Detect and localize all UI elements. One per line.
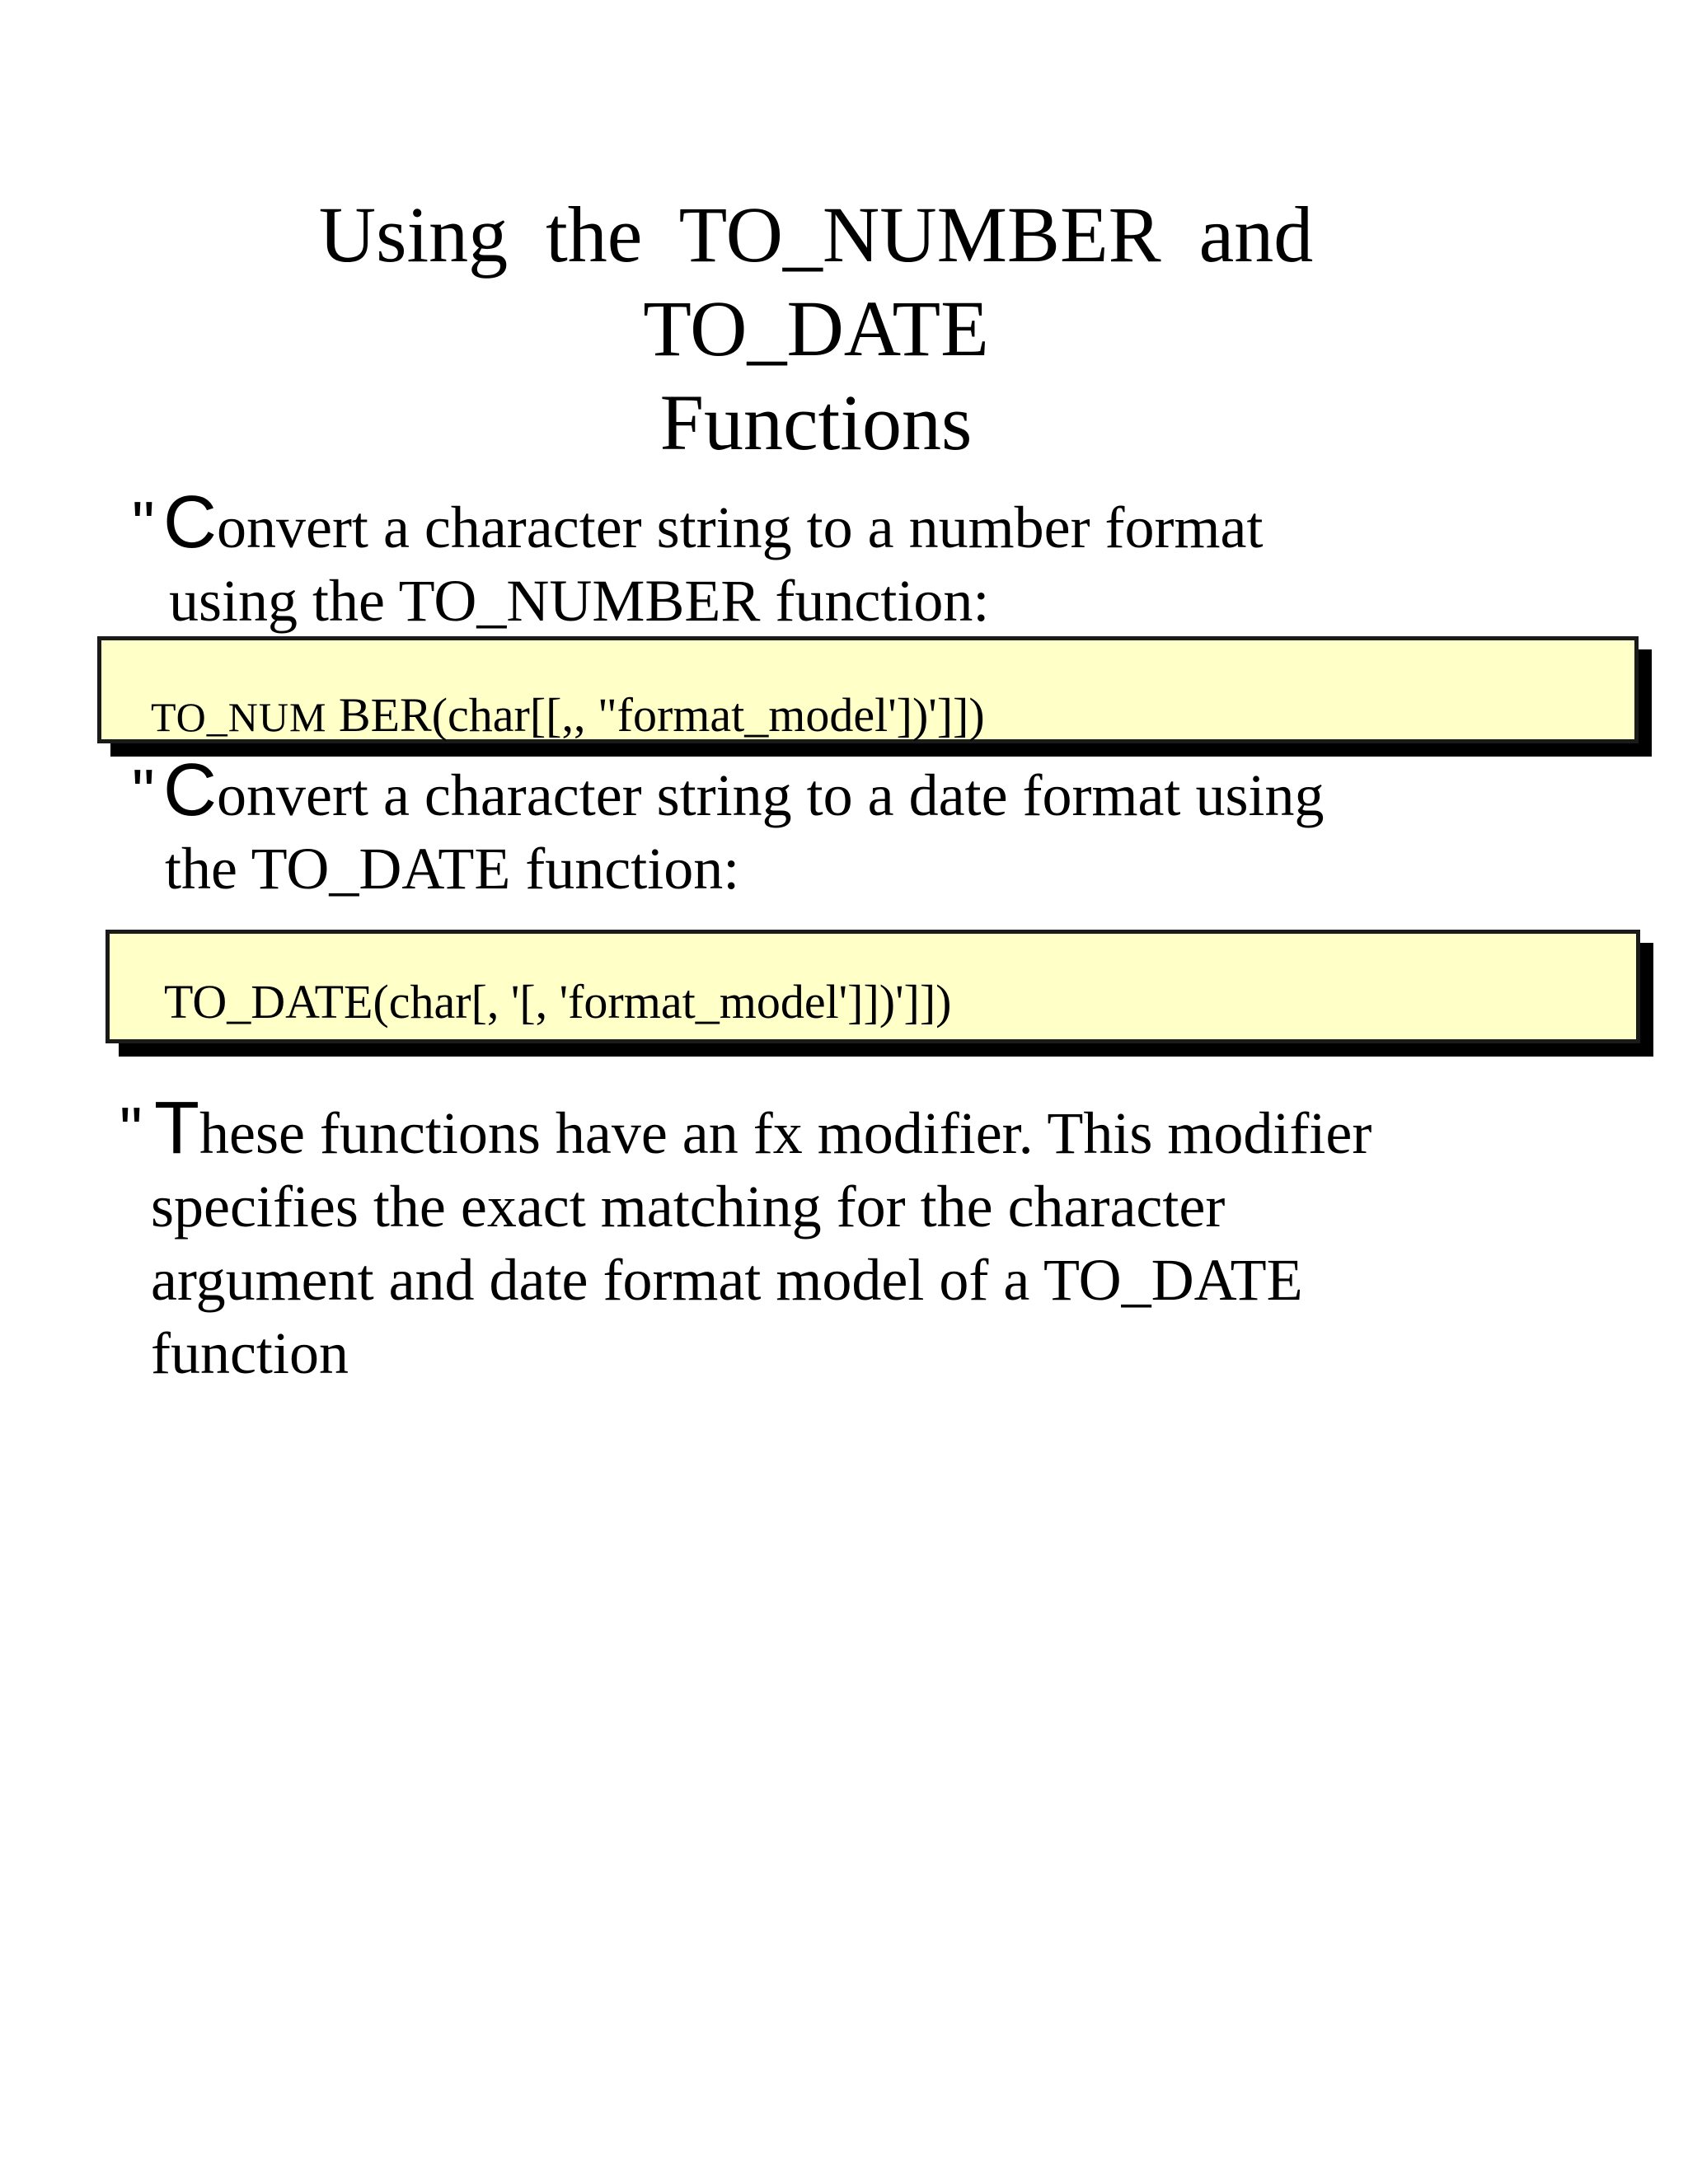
bullet-to-number (132, 481, 1264, 638)
bullet-line (120, 1087, 1372, 1170)
bullet-marker: " (120, 1094, 143, 1166)
code-rest: BER(char[[,, "format_model'])']]) (326, 688, 985, 742)
bullet-marker: " (132, 488, 155, 560)
bullet-drop-cap: T (154, 1087, 199, 1169)
code-text: TO_DATE(char[, '[, 'format_model']])']]) (164, 975, 952, 1029)
page-title-line-1: Using the TO_NUMBER and TO_DATE (318, 190, 1314, 373)
bullet-text: onvert a character string to a date format using (217, 762, 1325, 828)
bullet-line: using the TO_NUMBER function: (169, 568, 990, 634)
code-box-to-number-syntax (97, 636, 1639, 743)
page-title (132, 188, 1500, 470)
bullet-line: argument and date format model of a TO_DATE (151, 1247, 1303, 1313)
code-box-to-date-syntax (106, 930, 1640, 1043)
bullet-to-date (132, 749, 1325, 906)
bullet-text: hese functions have an fx modifier. This modifier (199, 1100, 1372, 1166)
bullet-line (132, 481, 1264, 565)
code-text (151, 688, 985, 744)
bullet-line: function (151, 1320, 349, 1386)
code-prefix: TO_NUM (151, 694, 327, 740)
bullet-fx-modifier (120, 1087, 1372, 1390)
bullet-line: specifies the exact matching for the character (151, 1174, 1226, 1240)
bullet-line: the TO_DATE function: (165, 836, 740, 902)
bullet-drop-cap: C (163, 749, 217, 832)
bullet-drop-cap: C (163, 481, 217, 564)
bullet-text: onvert a character string to a number format (217, 494, 1264, 560)
page-title-line-2: Functions (659, 378, 973, 466)
bullet-marker: " (132, 756, 155, 828)
bullet-line (132, 749, 1325, 832)
